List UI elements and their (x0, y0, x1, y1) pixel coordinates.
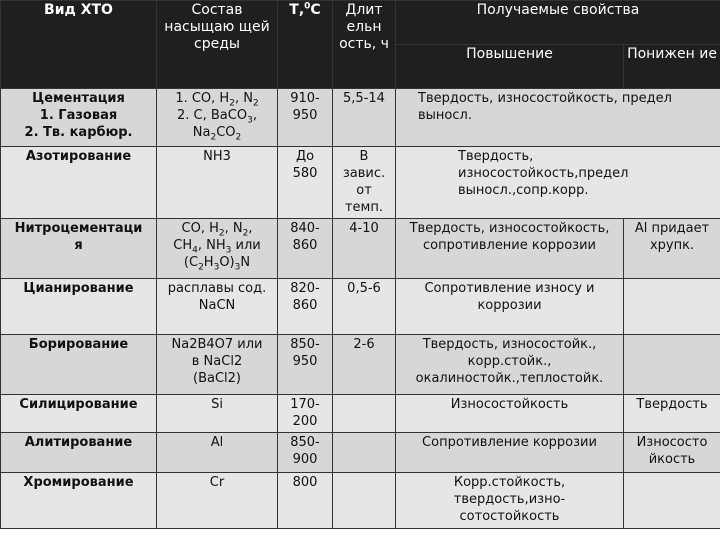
row-temperature: 850- 950 (278, 335, 333, 395)
row-increase: Износостойкость (396, 395, 624, 433)
row-duration (333, 433, 396, 473)
row-medium: расплавы сод. NaCN (157, 279, 278, 335)
row-name: Хромирование (1, 473, 157, 529)
row-name: Алитирование (1, 433, 157, 473)
row-temperature: 840- 860 (278, 219, 333, 279)
row-duration: 2-6 (333, 335, 396, 395)
row-duration: 5,5-14 (333, 89, 396, 147)
header-temp-prefix: Т, (289, 2, 305, 18)
row-medium: Si (157, 395, 278, 433)
row-increase: Твердость, износостойкость, сопротивление коррозии (396, 219, 624, 279)
row-duration (333, 395, 396, 433)
row-decrease (624, 335, 720, 395)
table-row (1, 279, 720, 335)
row-temperature: До 580 (278, 147, 333, 219)
row-name: Борирование (1, 335, 157, 395)
header-decrease: Понижен ие (624, 45, 720, 89)
row-medium: CO, $H_2$, $N_2$, $CH_4$, $NH_3$ или $(C_2H_3O)_3N$ (157, 219, 278, 279)
row-medium: Na2B4O7 или в NaCl2 (BaCl2) (157, 335, 278, 395)
table-row (1, 219, 720, 279)
header-duration: Длит ельн ость, ч (333, 1, 396, 89)
row-duration (333, 473, 396, 529)
row-duration: В завис. от темп. (333, 147, 396, 219)
row-decrease: Износосто йкость (624, 433, 720, 473)
row-decrease: Твердость (624, 395, 720, 433)
row-name: Цианирование (1, 279, 157, 335)
header-type: Вид ХТО (1, 1, 157, 89)
header-temp-sup: 0 (304, 1, 311, 12)
header-medium: Состав насыщаю щей среды (157, 1, 278, 89)
table-row (1, 433, 720, 473)
table-row (1, 335, 720, 395)
row-medium: Cr (157, 473, 278, 529)
table-row (1, 147, 720, 219)
header-temperature (278, 1, 333, 89)
row-temperature: 800 (278, 473, 333, 529)
row-decrease (624, 473, 720, 529)
row-medium: Al (157, 433, 278, 473)
row-increase: Твердость, износостойкость, предел выносл. (396, 89, 720, 147)
row-name: Силицирование (1, 395, 157, 433)
row-medium: 1. CO, $H_2$, $N_2$ 2. C, BaCO$_3$, $Na_2CO_2$ (157, 89, 278, 147)
row-name: Азотирование (1, 147, 157, 219)
row-temperature: 850- 900 (278, 433, 333, 473)
table-row (1, 473, 720, 529)
row-duration: 4-10 (333, 219, 396, 279)
row-increase: Сопротивление коррозии (396, 433, 624, 473)
row-duration: 0,5-6 (333, 279, 396, 335)
row-increase: Твердость, износостойк., корр.стойк., окалиностойк.,теплостойк. (396, 335, 624, 395)
header-properties: Получаемые свойства (396, 1, 720, 45)
row-temperature: 820- 860 (278, 279, 333, 335)
table-row (1, 395, 720, 433)
row-name: Цементация 1. Газовая 2. Тв. карбюр. (1, 89, 157, 147)
row-temperature: 170- 200 (278, 395, 333, 433)
row-decrease (624, 279, 720, 335)
row-medium: NH3 (157, 147, 278, 219)
header-temp-suffix: С (310, 2, 321, 18)
row-decrease: Al придает хрупк. (624, 219, 720, 279)
row-temperature: 910- 950 (278, 89, 333, 147)
row-increase: Сопротивление износу и коррозии (396, 279, 624, 335)
table-row (1, 89, 720, 147)
header-increase: Повышение (396, 45, 624, 89)
row-increase: Корр.стойкость, твердость,изно- сотостойкость (396, 473, 624, 529)
row-name: Нитроцементаци я (1, 219, 157, 279)
row-increase: Твердость, износостойкость,предел выносл.,сопр.корр. (396, 147, 720, 219)
